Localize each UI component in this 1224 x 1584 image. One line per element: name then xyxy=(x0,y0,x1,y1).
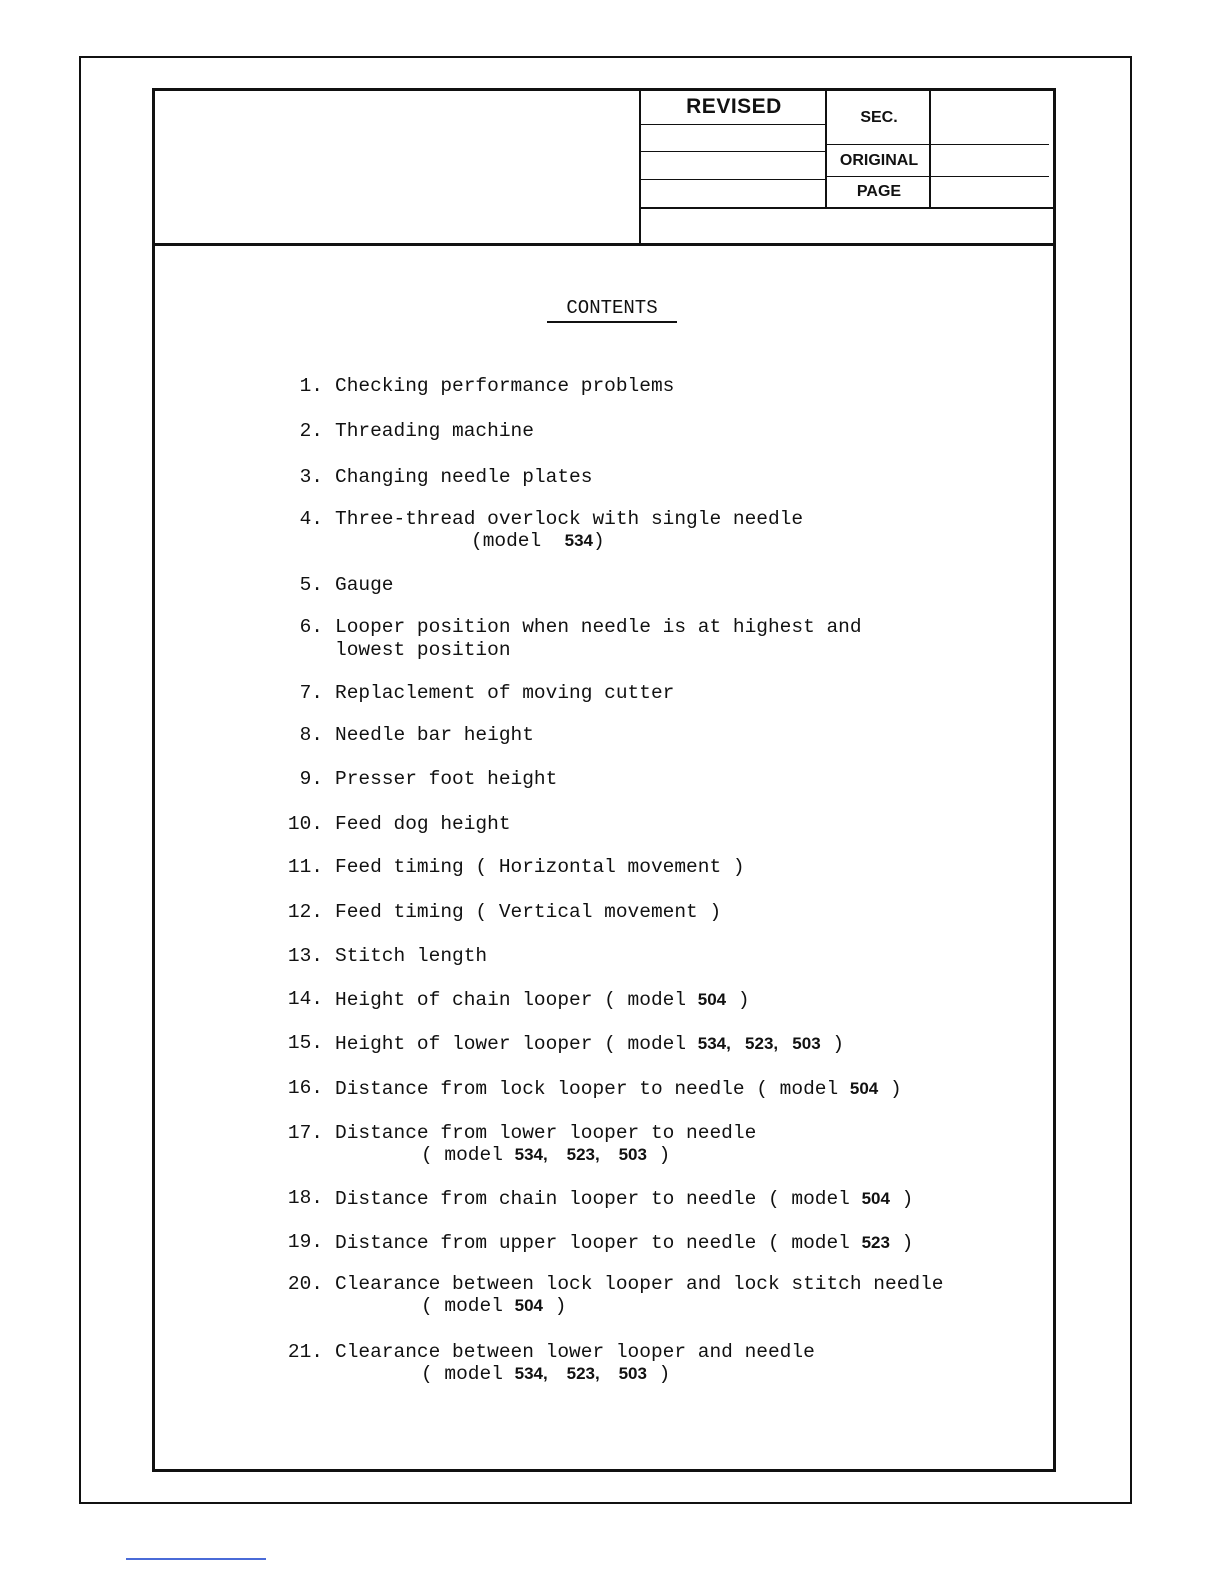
toc-item xyxy=(271,466,592,489)
toc-item-text xyxy=(335,856,745,879)
toc-item-suffix: ) xyxy=(726,989,750,1011)
toc-item-line xyxy=(335,1232,913,1254)
toc-item-line xyxy=(335,856,745,878)
toc-item-line xyxy=(335,989,750,1011)
model-number: 534, xyxy=(514,1145,548,1164)
toc-item-number: 10. xyxy=(287,813,323,835)
toc-item-model-line xyxy=(421,1144,670,1166)
label-column xyxy=(827,91,931,209)
toc-item-title: Feed dog height xyxy=(335,813,511,835)
model-number: 504 xyxy=(697,990,727,1009)
document-frame xyxy=(152,88,1056,1472)
toc-item-model-line xyxy=(421,1363,670,1385)
toc-item-number: 3. xyxy=(299,466,323,488)
model-number: 504 xyxy=(861,1189,890,1208)
toc-item-line xyxy=(335,466,592,488)
toc-item-number: 4. xyxy=(299,508,323,530)
toc-item xyxy=(271,1032,844,1056)
toc-item-number: 5. xyxy=(299,574,323,596)
toc-item-number: 8. xyxy=(299,724,323,746)
toc-item-text xyxy=(335,901,721,924)
toc-item-line xyxy=(335,1188,913,1210)
toc-item-title: Presser foot height xyxy=(335,768,558,790)
toc-item-title: Clearance between lock looper and lock stitch needle xyxy=(335,1273,944,1295)
toc-item xyxy=(271,508,803,531)
toc-item-title: Clearance between lower looper and needle xyxy=(335,1341,815,1363)
toc-item-text xyxy=(335,616,862,662)
toc-item-title: Gauge xyxy=(335,574,394,596)
toc-item-title: Height of chain looper ( model xyxy=(335,989,698,1011)
toc-item-model-suffix: ) xyxy=(543,1295,567,1317)
toc-item-model-suffix: ) xyxy=(646,1144,671,1166)
sec-rule xyxy=(827,144,1049,145)
toc-item xyxy=(271,901,721,924)
model-number: 523 xyxy=(861,1233,890,1252)
model-number: 503 xyxy=(599,1364,647,1383)
toc-item-model-prefix: (model xyxy=(471,530,565,552)
revision-box xyxy=(641,91,1053,209)
toc-item-number: 19. xyxy=(287,1231,323,1253)
toc-item-line xyxy=(335,508,803,530)
toc-item-title: Threading machine xyxy=(335,420,534,442)
toc-item xyxy=(271,682,674,705)
toc-item-title: Distance from lock looper to needle ( model xyxy=(335,1078,850,1100)
toc-item-text xyxy=(335,1077,902,1101)
toc-item xyxy=(271,856,745,879)
toc-item xyxy=(271,768,557,791)
toc-item-text xyxy=(335,375,674,398)
toc-item-title: Changing needle plates xyxy=(335,466,593,488)
toc-item-title: Three-thread overlock with single needle xyxy=(335,508,804,530)
toc-item-number: 17. xyxy=(287,1122,323,1144)
toc-item-suffix: ) xyxy=(878,1078,902,1100)
toc-item-model-prefix: ( model xyxy=(421,1363,515,1385)
toc-item-number: 7. xyxy=(299,682,323,704)
toc-item xyxy=(271,813,511,836)
toc-item-title: Stitch length xyxy=(335,945,488,967)
toc-item-number: 15. xyxy=(287,1032,323,1054)
revised-rule-3 xyxy=(641,179,825,180)
header-block xyxy=(155,91,1053,246)
toc-item-title: Distance from upper looper to needle ( model xyxy=(335,1232,862,1254)
toc-item-suffix: ) xyxy=(889,1232,914,1254)
toc-item xyxy=(271,1231,913,1255)
toc-item-line xyxy=(335,420,534,442)
toc-item-line xyxy=(335,768,557,790)
toc-item-title: Looper position when needle is at highest and xyxy=(335,616,862,638)
toc-item-number: 2. xyxy=(299,420,323,442)
toc-item-line xyxy=(335,901,721,923)
toc-item-text xyxy=(335,508,803,531)
toc-item xyxy=(271,616,862,662)
revised-rule-2 xyxy=(641,151,825,152)
toc-item xyxy=(271,375,674,398)
toc-item-model-line xyxy=(421,1295,566,1317)
toc-item-line xyxy=(335,813,511,835)
toc-item xyxy=(271,420,534,443)
revision-bottom-rule xyxy=(641,207,1053,209)
model-number: 523, xyxy=(730,1034,779,1053)
toc-item-number: 18. xyxy=(287,1187,323,1209)
toc-item-line xyxy=(335,574,394,596)
revised-column xyxy=(641,91,827,209)
toc-item-line xyxy=(335,1078,902,1100)
footer-rule xyxy=(126,1558,266,1560)
toc-item-number: 12. xyxy=(287,901,323,923)
toc-item-text xyxy=(335,574,394,597)
toc-item-title: Distance from chain looper to needle ( model xyxy=(335,1188,862,1210)
toc-item xyxy=(271,574,394,597)
toc-item-title: Feed timing ( Horizontal movement ) xyxy=(335,856,745,878)
toc-item-model-line xyxy=(471,530,605,552)
toc-item-line xyxy=(335,1033,844,1055)
toc-item-model-suffix: ) xyxy=(646,1363,671,1385)
toc-item-number: 1. xyxy=(299,375,323,397)
model-number: 523, xyxy=(547,1145,600,1164)
toc-item-number: 6. xyxy=(299,616,323,638)
original-label: ORIGINAL xyxy=(839,152,919,169)
toc-item-text xyxy=(335,1273,944,1296)
toc-item-text xyxy=(335,420,534,443)
toc-item-text xyxy=(335,1341,815,1364)
toc-item-number: 20. xyxy=(287,1273,323,1295)
toc-item-number: 14. xyxy=(287,988,323,1010)
toc-item-line xyxy=(335,1273,944,1295)
toc-item-title: Checking performance problems xyxy=(335,375,675,397)
model-number: 534, xyxy=(514,1364,548,1383)
toc-item-text xyxy=(335,1032,844,1056)
toc-item-line xyxy=(335,1122,756,1144)
model-number: 503 xyxy=(778,1034,821,1053)
toc-item xyxy=(271,945,487,968)
toc-item-line xyxy=(335,616,862,638)
toc-item-title: Feed timing ( Vertical movement ) xyxy=(335,901,722,923)
toc-item-text xyxy=(335,768,557,791)
sec-label: SEC. xyxy=(860,109,898,126)
toc-item-line xyxy=(335,375,674,397)
toc-item-text xyxy=(335,466,592,489)
toc-item-line xyxy=(335,724,534,746)
page-label: PAGE xyxy=(856,183,902,200)
toc-item xyxy=(271,1187,913,1211)
toc-item-number: 11. xyxy=(287,856,323,878)
toc-item xyxy=(271,1122,756,1145)
toc-item-number: 16. xyxy=(287,1077,323,1099)
toc-item-number: 9. xyxy=(299,768,323,790)
toc-item-text xyxy=(335,682,674,705)
revised-label: REVISED xyxy=(686,95,782,118)
toc-item xyxy=(271,1077,902,1101)
toc-item-title: Height of lower looper ( model xyxy=(335,1033,698,1055)
toc-item-number: 21. xyxy=(287,1341,323,1363)
toc-item-title: Needle bar height xyxy=(335,724,534,746)
toc-item-line xyxy=(335,1341,815,1363)
toc-item-text xyxy=(335,1187,913,1211)
model-number: 504 xyxy=(849,1079,879,1098)
toc-item-line xyxy=(335,682,674,704)
toc-item-suffix: ) xyxy=(889,1188,914,1210)
toc-item-text xyxy=(335,1231,913,1255)
toc-item xyxy=(271,1341,815,1364)
toc-item-text xyxy=(335,813,511,836)
revised-rule-1 xyxy=(641,124,825,125)
toc-item-line2: lowest position xyxy=(335,639,511,661)
toc-item-model-prefix: ( model xyxy=(421,1144,515,1166)
toc-item-line xyxy=(335,945,487,967)
toc-item-model-prefix: ( model xyxy=(421,1295,515,1317)
model-number: 523, xyxy=(547,1364,600,1383)
model-number: 504 xyxy=(514,1296,543,1315)
toc-item-text xyxy=(335,988,750,1012)
model-number: 503 xyxy=(599,1145,647,1164)
toc-item-model-suffix: ) xyxy=(593,530,605,552)
contents-title: CONTENTS xyxy=(547,297,677,323)
toc-item-title: Distance from lower looper to needle xyxy=(335,1122,757,1144)
model-number: 534 xyxy=(564,531,593,550)
toc-item-text xyxy=(335,1122,756,1145)
toc-item xyxy=(271,988,750,1012)
toc-item-title: Replaclement of moving cutter xyxy=(335,682,675,704)
toc-item xyxy=(271,724,534,747)
model-number: 534, xyxy=(697,1034,731,1053)
toc-item xyxy=(271,1273,944,1296)
original-rule xyxy=(827,176,1049,177)
toc-item-text xyxy=(335,724,534,747)
toc-item-text xyxy=(335,945,487,968)
toc-item-number: 13. xyxy=(287,945,323,967)
toc-item-suffix: ) xyxy=(820,1033,845,1055)
header-blank-area xyxy=(155,91,641,243)
